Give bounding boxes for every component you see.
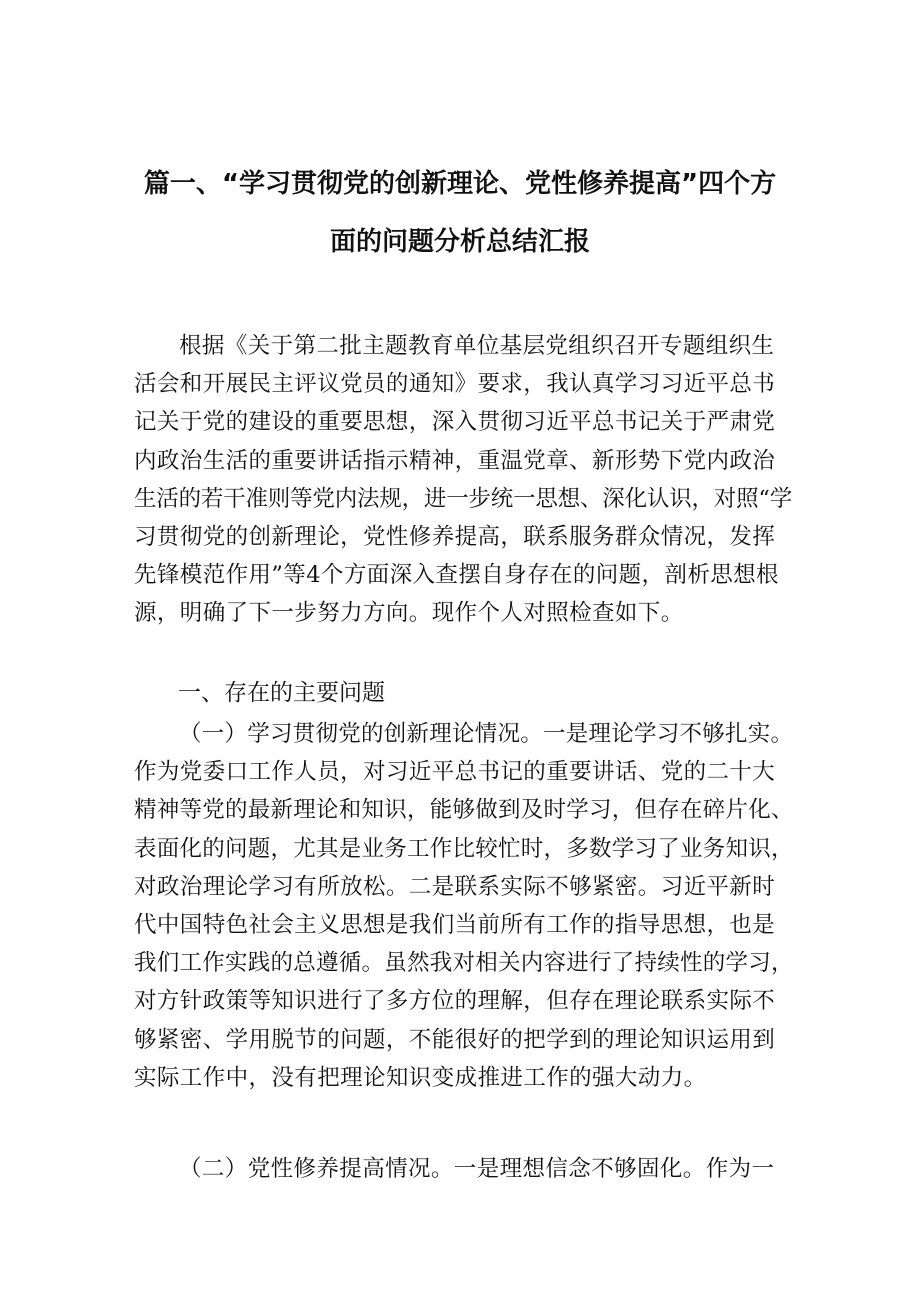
document-title-line-1: 篇一、“学习贯彻党的创新理论、党性修养提高”四个方 [143,169,777,199]
paragraph-1-line: 精神等党的最新理论和知识，能够做到及时学习，但存在碎片化、 [134,797,794,824]
paragraph-2 [134,1150,794,1188]
intro-line: 习贯彻党的创新理论，党性修养提高，联系服务群众情况，发挥 [134,523,776,550]
paragraph-1-line: 对方针政策等知识进行了多方位的理解，但存在理论联系实际不 [134,988,776,1015]
paragraph-1 [134,715,794,1097]
intro-line: 内政治生活的重要讲话指示精神，重温党章、新形势下党内政治 [134,447,776,474]
intro-paragraph [134,327,794,633]
paragraph-1-line: 作为党委口工作人员，对习近平总书记的重要讲话、党的二十大 [134,759,776,786]
intro-line: 生活的若干准则等党内法规，进一步统一思想、深化认识，对照“学 [134,485,793,512]
intro-line: 活会和开展民主评议党员的通知》要求，我认真学习习近平总书 [134,371,776,398]
intro-line: 记关于党的建设的重要思想，深入贯彻习近平总书记关于严肃党 [134,409,776,436]
document-title-line-2: 面的问题分析总结汇报 [329,227,590,257]
paragraph-1-line: 实际工作中，没有把理论知识变成推进工作的强大动力。 [134,1064,707,1091]
intro-line: 先锋模范作用”等4个方面深入查摆自身存在的问题，剖析思想根 [134,562,779,589]
paragraph-1-line: （一）学习贯彻党的创新理论情况。一是理论学习不够扎实。 [179,721,794,747]
paragraph-1-line: 表面化的问题，尤其是业务工作比较忙时，多数学习了业务知识， [134,835,794,862]
paragraph-1-line: 对政治理论学习有所放松。二是联系实际不够紧密。习近平新时 [134,873,776,900]
paragraph-1-line: 代中国特色社会主义思想是我们当前所有工作的指导思想，也是 [134,911,776,938]
paragraph-1-line: 够紧密、学用脱节的问题，不能很好的把学到的理论知识运用到 [134,1026,776,1053]
paragraph-2-line: （二）党性修养提高情况。一是理想信念不够固化。作为一 [179,1156,775,1182]
paragraph-1-line: 我们工作实践的总遵循。虽然我对相关内容进行了持续性的学习， [134,950,794,977]
intro-line: 源，明确了下一步努力方向。现作个人对照检查如下。 [134,600,684,627]
intro-line: 根据《关于第二批主题教育单位基层党组织召开专题组织生 [179,333,775,359]
section-heading: 一、存在的主要问题 [178,680,385,706]
